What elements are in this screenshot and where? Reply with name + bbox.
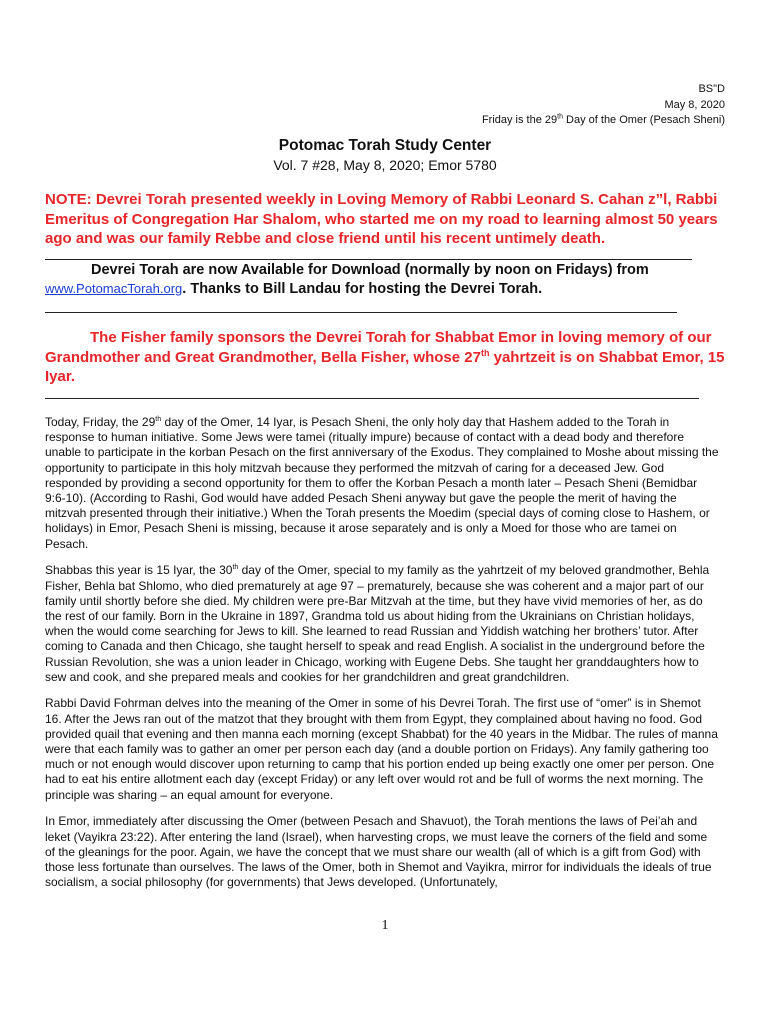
divider-rule [45, 259, 692, 260]
website-link[interactable]: www.PotomacTorah.org [45, 280, 183, 296]
bsd-mark: BS"D [698, 83, 725, 95]
page-number: 1 [381, 918, 389, 933]
document-subtitle: Vol. 7 #28, May 8, 2020; Emor 5780 [273, 157, 497, 173]
omer-line: Friday is the 29th Day of the Omer (Pesach Sheni) [481, 113, 725, 126]
divider-rule [45, 312, 677, 313]
paragraph: In Emor, immediately after discussing the Omer (between Pesach and Shavuot), the Torah mentions the laws of Pei’ah and leket (Vayikra 23:22). After entering the land (Israel), when harvesting crops, we must leave the corners of the field and some of the gleanings for the poor. Again, we have the concept that we must share our wealth (all of which is a gift from God) with those less fortunate than ourselves. The laws of the Omer, both in Shemot and Vayikra, mirror for individuals the ideals of true socialism, a social philosophy (for governments) that Jews developed. (Unfortunately, [45, 814, 712, 890]
thanks-text: . Thanks to Bill Landau for hosting the Devrei Torah. [182, 280, 543, 297]
paragraph: Today, Friday, the 29th day of the Omer, 14 Iyar, is Pesach Sheni, the only holy day that Hashem added to the Torah in response to human initiative. Some Jews were tamei (ritually impure) because of contact with a dead body and therefore unable to participate in the korban Pesach on the first anniversary of the Exodus. They complained to Moshe about missing the opportunity to participate in this holy mitzvah because they performed the mitzvah of caring for a deceased Jew. God responded by providing a second opportunity for them to offer the Korban Pesach a month later – Pesach Sheni (Bemidbar 9:6-10). (According to Rashi, God would have added Pesach Sheni anyway but gave the people the merit of having the mitzvah presented through their initiative.) When the Torah presents the Moedim (special days of coming close to Hashem, or holidays) in Emor, Pesach Sheni is missing, because it arose separately and is only a Moed for those who are tamei on Pesach. [45, 415, 719, 551]
document-title: Potomac Torah Study Center [278, 137, 492, 154]
sponsor-dedication: The Fisher family sponsors the Devrei Torah for Shabbat Emor in loving memory of our Grandmother and Great Grandmother, Bella Fisher, whose 27th yahrtzeit is on Shabbat Emor, 15 Iyar. [45, 329, 725, 385]
header-date: May 8, 2020 [664, 98, 725, 111]
download-text: Devrei Torah are now Available for Download (normally by noon on Fridays) from [91, 262, 649, 278]
paragraph: Rabbi David Fohrman delves into the meaning of the Omer in some of his Devrei Torah. The first use of “omer” is in Shemot 16. After the Jews ran out of the matzot that they brought with them from Egypt, they complained about having no food. God provided quail that evening and then manna each morning (except Shabbat) for the 40 years in the Midbar. The rules of manna were that each family was to gather an omer per person each day (and a double portion on Fridays). Any family gathering too much or not enough would discover upon returning to camp that his portion ended up being exactly one omer per person. One had to eat his entire allotment each day (except Friday) or any left over would rot and be full of worms the next morning. The principle was sharing – an equal amount for everyone. [45, 696, 718, 802]
memorial-note: NOTE: Devrei Torah presented weekly in Loving Memory of Rabbi Leonard S. Cahan z”l, Rabbi Emeritus of Congregation Har Shalom, who started me on my road to learning almost 50 years ago and was our family Rebbe and close friend until his recent untimely death. [45, 191, 718, 247]
title-block [0, 136, 770, 175]
download-notice [45, 261, 730, 298]
paragraph: Shabbas this year is 15 Iyar, the 30th day of the Omer, special to my family as the yahrtzeit of my beloved grandmother, Behla Fisher, Behla bat Shlomo, who died prematurely at age 97 – prematurely, because she was coherent and a major part of our family until shortly before she died. My children were pre-Bar Mitzvah at the time, but they have vivid memories of her, as do the rest of our family. Born in the Ukraine in 1897, Grandma told us about hiding from the Ukrainians on Christian holidays, when the would come searching for Jews to kill. She learned to read Russian and Yiddish watching her brothers’ tutor. After coming to Canada and then Chicago, she taught herself to speak and read English. A socialist in the underground before the Russian Revolution, she was a union leader in Chicago, working with Eugene Debs. She taught her granddaughters how to sew and cook, and she prepared meals and cookies for her grandchildren and great grandchildren. [45, 563, 710, 684]
header-block [482, 82, 725, 129]
body-text [45, 415, 720, 902]
divider-rule [45, 398, 699, 399]
